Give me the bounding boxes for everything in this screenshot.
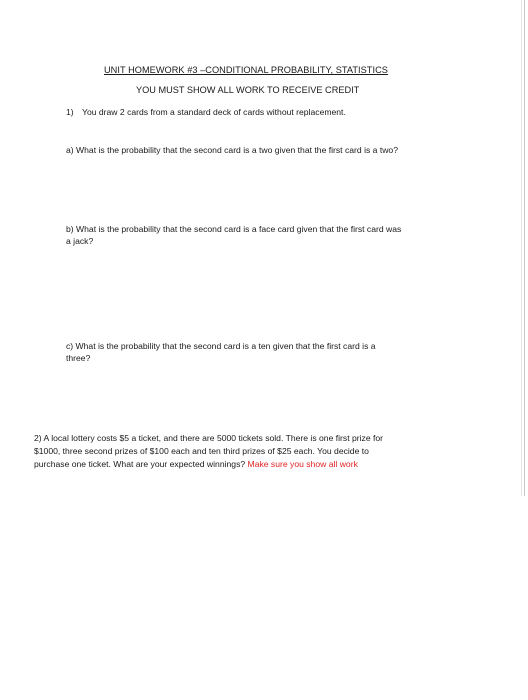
- question-1-number: 1): [66, 107, 74, 117]
- question-1-part-b-line-2: a jack?: [66, 236, 94, 246]
- question-1-part-a: a) What is the probability that the second card is a two given that the first card is a two?: [66, 145, 398, 155]
- page-edge: [524, 0, 525, 496]
- page-edge-shadow: [521, 0, 522, 496]
- show-work-note: Make sure you show all work: [247, 459, 358, 469]
- question-2-line-1: 2) A local lottery costs $5 a ticket, and there are 5000 tickets sold. There is one first prize for: [34, 433, 384, 443]
- question-1-prompt: You draw 2 cards from a standard deck of cards without replacement.: [82, 107, 346, 117]
- question-1-part-b-line-1: b) What is the probability that the second card is a face card given that the first card was: [66, 224, 402, 234]
- question-2-line-3: [34, 458, 358, 471]
- question-1-part-c-line-1: c) What is the probability that the second card is a ten given that the first card is a: [66, 341, 376, 351]
- page-title: UNIT HOMEWORK #3 –CONDITIONAL PROBABILITY, STATISTICS: [104, 65, 388, 75]
- page-instruction: YOU MUST SHOW ALL WORK TO RECEIVE CREDIT: [136, 85, 360, 95]
- question-2-line-2: $1000, three second prizes of $100 each and ten third prizes of $25 each. You decide to: [34, 446, 369, 456]
- question-1-part-c-line-2: three?: [66, 353, 91, 363]
- question-2-line-3-text: purchase one ticket. What are your expected winnings?: [34, 459, 248, 469]
